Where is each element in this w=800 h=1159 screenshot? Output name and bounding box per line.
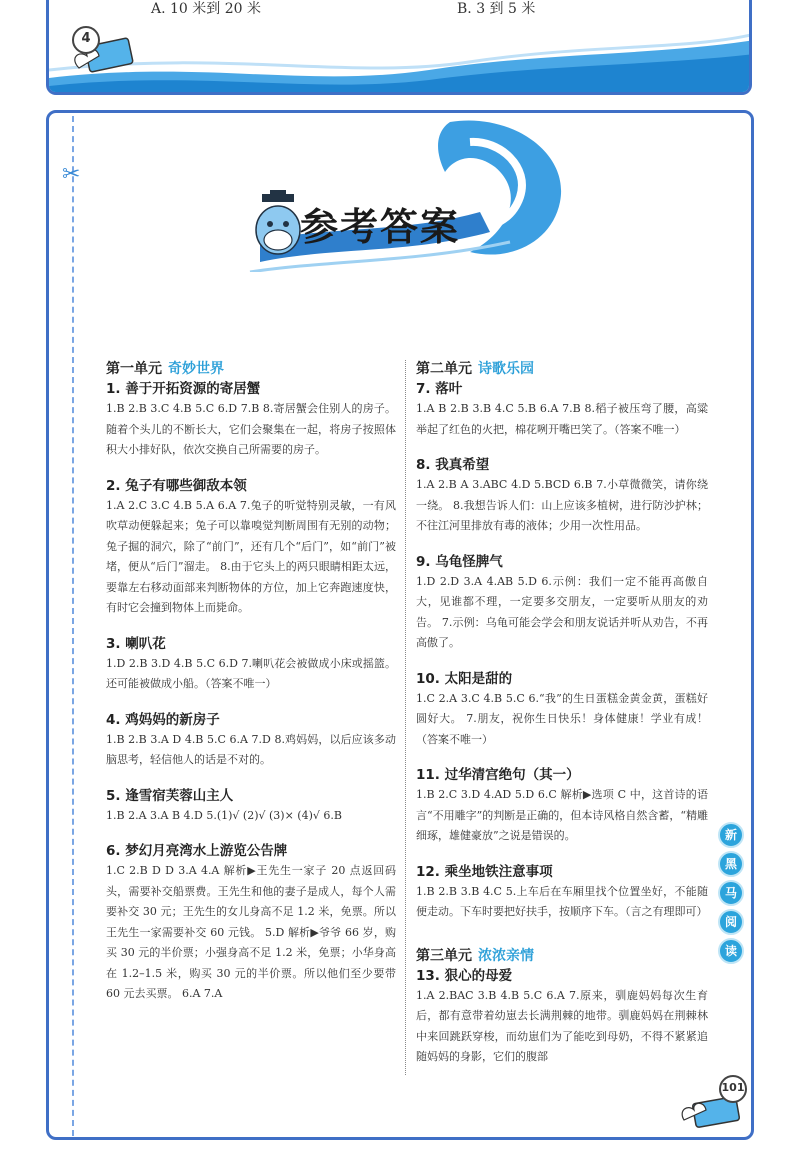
side-tab-char: 读	[718, 938, 744, 964]
lesson-answer: 1.B 2.B 3.B 4.C 5.上车后在车厢里找个位置坐好，不能随便走动。下车时要把好扶手，按顺序下车。（言之有理即可）	[416, 884, 708, 918]
side-tab-char: 马	[718, 880, 744, 906]
lesson-answer: 1.C 2.B D D 3.A 4.A 解析▶王先生一家子 20 点返回码头，需要补交船票费。王先生和他的妻子是成人，每个人需要补交 30 元；王先生的女儿身高不足 1.2 米，免票。所以王先生一家需要补交 60 元钱。 5.D 解析▶爷爷 66 岁，购买 30 元的半价票；小强身高不足 1.2 米，免票；小华身高在 1.2–1.5 米，购买 30 元的半价票。所以他们至少要带 60 元去买票。 6.A 7.A	[106, 864, 396, 1000]
unit-heading	[416, 358, 708, 378]
unit-label: 第三单元	[416, 947, 472, 964]
mascot-horse-icon	[248, 190, 308, 260]
cut-line	[72, 116, 74, 1136]
lesson-heading: 5. 逢雪宿芙蓉山主人	[106, 787, 234, 804]
lesson-heading: 10. 太阳是甜的	[416, 670, 513, 687]
lesson-answer: 1.A 2.C 3.C 4.B 5.A 6.A 7.兔子的听觉特别灵敏，一有风吹草动便躲起来；兔子可以靠嗅觉判断周围有无别的动物；兔子掘的洞穴，除了“前门”，还有几个“后门”，如“前门”被堵，便从“后门”溜走。 8.由于它头上的两只眼睛相距太远，要靠左右移动面部来判断物体的方位，加上它奔跑速度快，有时它会撞到物体上而毙命。	[106, 498, 396, 614]
previous-page-panel	[46, 0, 752, 95]
lesson-answer: 1.B 2.B 3.A D 4.B 5.C 6.A 7.D 8.鸡妈妈，以后应该多动脑思考，轻信他人的话是不对的。	[106, 732, 396, 766]
lesson-heading: 3. 喇叭花	[106, 635, 166, 652]
lesson-heading: 11. 过华清宫绝句（其一）	[416, 767, 580, 783]
scissors-icon: ✂	[62, 162, 81, 187]
unit-heading	[106, 358, 396, 378]
lesson-heading: 12. 乘坐地铁注意事项	[416, 863, 553, 880]
unit-tag: 浓浓亲情	[478, 947, 534, 964]
lesson-heading: 4. 鸡妈妈的新房子	[106, 711, 220, 728]
unit-label: 第二单元	[416, 361, 472, 377]
lesson-heading: 1. 善于开拓资源的寄居蟹	[106, 381, 261, 397]
lesson-heading: 6. 梦幻月亮湾水上游览公告牌	[106, 843, 288, 859]
wave-decoration	[49, 0, 752, 95]
unit-tag: 奇妙世界	[168, 361, 224, 377]
lesson-heading: 13. 狠心的母爱	[416, 967, 513, 984]
unit-heading	[416, 945, 708, 965]
lesson-answer: 1.C 2.A 3.C 4.B 5.C 6.“我”的生日蛋糕金黄金黄，蛋糕好圆好大。 7.朋友，祝你生日快乐！身体健康！学业有成！（答案不唯一）	[416, 691, 708, 746]
lesson-answer: 1.B 2.B 3.C 4.B 5.C 6.D 7.B 8.寄居蟹会住别人的房子。随着个头儿的不断长大，它们会聚集在一起，将房子按照体积大小排好队，依次交换自己所需要的房子。	[106, 402, 396, 456]
series-side-tab	[718, 822, 744, 967]
page-number-top: 4	[72, 26, 100, 54]
option-a: A. 10 米到 20 米	[151, 1, 261, 17]
lesson-heading: 2. 兔子有哪些御敌本领	[106, 477, 247, 494]
lesson-answer: 1.A 2.BAC 3.B 4.B 5.C 6.A 7.原来，驯鹿妈妈每次生育后，都有意带着幼崽去长满荆棘的地带。驯鹿妈妈在荆棘林中来回跳跃穿梭，而幼崽们为了能吃到母奶，不得不紧紧追随妈妈的身影，它们的腹部	[416, 988, 708, 1063]
lesson-heading: 8. 我真希望	[416, 457, 490, 473]
lesson-answer: 1.B 2.A 3.A B 4.D 5.(1)√ (2)√ (3)× (4)√ 6.B	[106, 808, 342, 822]
page-title: 参考答案	[300, 204, 461, 249]
side-tab-char: 阅	[718, 909, 744, 935]
lesson-answer: 1.A B 2.B 3.B 4.C 5.B 6.A 7.B 8.稻子被压弯了腰，高粱举起了红色的火把，棉花咧开嘴巴笑了。（答案不唯一）	[416, 402, 708, 436]
page-number-bottom: 101	[719, 1075, 747, 1103]
left-column	[106, 358, 396, 1005]
unit-label: 第一单元	[106, 361, 162, 377]
side-tab-char: 黑	[718, 851, 744, 877]
lesson-heading: 9. 乌龟怪脾气	[416, 553, 503, 570]
side-tab-char: 新	[718, 822, 744, 848]
lesson-answer: 1.A 2.B A 3.ABC 4.D 5.BCD 6.B 7.小草微微笑，请你绕一绕。 8.我想告诉人们：山上应该多植树，进行防沙护林；不往江河里排放有毒的液体；少用一次性用品。	[416, 478, 708, 532]
column-divider	[405, 360, 406, 1075]
lesson-heading: 7. 落叶	[416, 381, 463, 397]
lesson-answer: 1.D 2.B 3.D 4.B 5.C 6.D 7.喇叭花会被做成小床或摇篮。还可能被做成小船。（答案不唯一）	[106, 656, 396, 690]
right-column	[416, 358, 708, 1068]
lesson-answer: 1.B 2.C 3.D 4.AD 5.D 6.C 解析▶选项 C 中，这首诗的语言“不用雕字”的判断是正确的，但本诗风格自然含蓄，“精雕细琢，雄健豪放”之说是错误的。	[416, 788, 708, 842]
option-b: B. 3 到 5 米	[457, 1, 536, 17]
lesson-answer: 1.D 2.D 3.A 4.AB 5.D 6.示例：我们一定不能再高傲自大，见谁都不理，一定要多交朋友，一定要听从朋友的劝告。 7.示例：乌龟可能会学会和朋友说话并听从劝告，不再高傲了。	[416, 574, 708, 649]
unit-tag: 诗歌乐园	[478, 361, 534, 377]
